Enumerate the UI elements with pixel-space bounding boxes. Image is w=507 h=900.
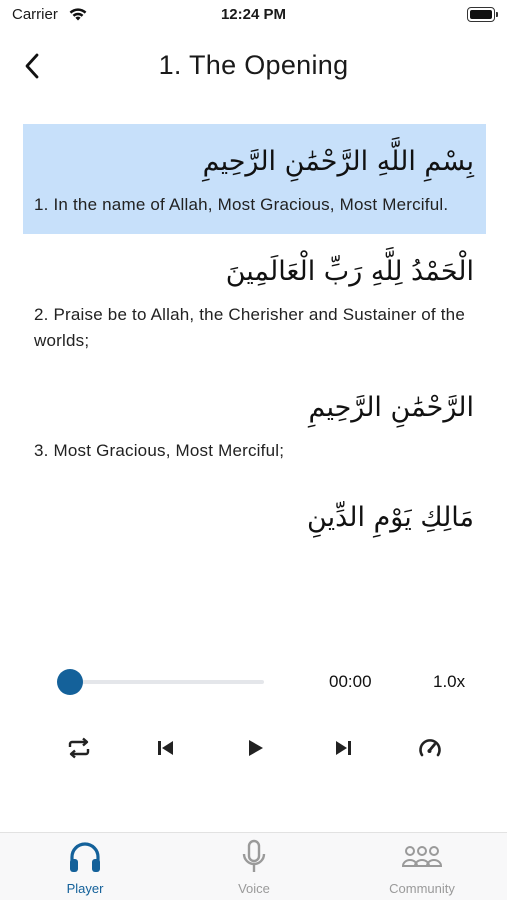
microphone-icon bbox=[194, 839, 314, 875]
page-title: 1. The Opening bbox=[158, 50, 349, 80]
tab-bar bbox=[0, 832, 507, 900]
play-icon bbox=[244, 737, 266, 759]
skip-previous-icon bbox=[155, 738, 177, 758]
verse-item-3[interactable] bbox=[23, 370, 486, 480]
speedometer-icon bbox=[417, 736, 443, 760]
verse-arabic-text: الْحَمْدُ لِلَّهِ رَبِّ الْعَالَمِينَ bbox=[225, 256, 474, 287]
playback-speed-label[interactable]: 1.0x bbox=[433, 672, 466, 691]
navigation-bar bbox=[0, 36, 507, 96]
verse-arabic-text: الرَّحْمَٰنِ الرَّحِيمِ bbox=[308, 392, 474, 423]
tab-player[interactable] bbox=[25, 839, 145, 896]
battery-icon bbox=[467, 7, 495, 22]
verse-item-1[interactable] bbox=[23, 124, 486, 234]
elapsed-time: 00:00 bbox=[329, 672, 372, 691]
audio-player bbox=[0, 660, 507, 770]
verse-item-2[interactable] bbox=[23, 234, 486, 370]
tab-voice[interactable] bbox=[194, 839, 314, 896]
verse-translation: 1. In the name of Allah, Most Gracious, Most Merciful. bbox=[34, 195, 449, 214]
verse-arabic-text: مَالِكِ يَوْمِ الدِّينِ bbox=[307, 502, 474, 533]
verse-arabic-text: بِسْمِ اللَّهِ الرَّحْمَٰنِ الرَّحِيمِ bbox=[202, 146, 474, 177]
tab-label: Voice bbox=[238, 881, 270, 896]
skip-next-icon bbox=[332, 738, 354, 758]
next-button[interactable] bbox=[328, 733, 358, 763]
verse-translation: 3. Most Gracious, Most Merciful; bbox=[34, 441, 285, 460]
headphones-icon bbox=[25, 839, 145, 875]
verse-item-4[interactable] bbox=[23, 480, 486, 564]
carrier-label: Carrier bbox=[12, 6, 58, 23]
verse-translation: 2. Praise be to Allah, the Cherisher and Sustainer of the worlds; bbox=[34, 305, 465, 350]
verse-list[interactable] bbox=[23, 124, 486, 649]
tab-label: Community bbox=[389, 881, 455, 896]
play-button[interactable] bbox=[240, 733, 270, 763]
seek-bar-thumb[interactable] bbox=[57, 669, 83, 695]
speed-button[interactable] bbox=[415, 733, 445, 763]
status-bar bbox=[0, 0, 507, 30]
seek-bar-track[interactable] bbox=[70, 680, 264, 684]
tab-label: Player bbox=[66, 881, 104, 896]
people-icon bbox=[362, 839, 482, 875]
repeat-button[interactable] bbox=[64, 733, 94, 763]
previous-button[interactable] bbox=[151, 733, 181, 763]
tab-community[interactable] bbox=[362, 839, 482, 896]
playback-controls bbox=[0, 733, 507, 763]
status-time: 12:24 PM bbox=[220, 6, 287, 23]
repeat-icon bbox=[66, 736, 92, 760]
